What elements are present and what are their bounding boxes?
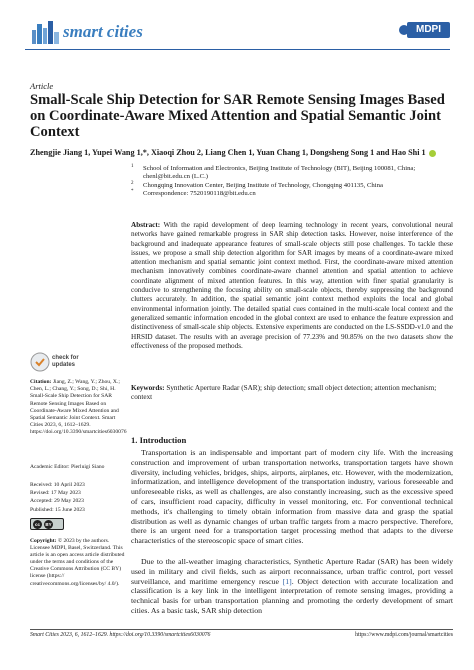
keywords-text: Synthetic Aperture Radar (SAR); ship detection; small object detection; attention mechanism; context — [131, 384, 437, 402]
affiliation-number: 2 — [131, 180, 134, 186]
abstract — [131, 221, 453, 351]
affiliation — [131, 182, 451, 190]
abstract-label: Abstract: — [131, 221, 161, 229]
citation-label: Citation: — [30, 379, 52, 385]
publication-dates — [30, 481, 85, 514]
section-heading: 1. Introduction — [131, 435, 187, 445]
affiliation — [131, 190, 451, 198]
revised-date: Revised: 17 May 2023 — [30, 490, 81, 497]
article-type: Article — [30, 81, 54, 91]
footer-journal-url[interactable]: https://www.mdpi.com/journal/smartcities — [355, 632, 453, 638]
cc-icon: cc — [34, 521, 40, 527]
affiliation — [131, 165, 451, 182]
mdpi-logo[interactable] — [407, 22, 450, 38]
journal-header — [25, 16, 450, 56]
affiliation-text: School of Information and Electronics, Beijing Institute of Technology (BIT), Beijing 100081, China; chenl@bit.edu.cn (L.C.) — [143, 165, 416, 181]
affiliation-number: * — [131, 189, 134, 195]
copyright-text: © 2023 by the authors. Licensee MDPI, Basel, Switzerland. This article is an open access article distributed under the terms and conditions of the Creative Commons Attribution (CC BY) license (https:// creativecommons.org/licenses/by/ 4.0/). — [30, 538, 125, 587]
footer-citation: Smart Cities 2023, 6, 1612–1629. https://doi.org/10.3390/smartcities6030076 — [30, 632, 211, 638]
body-text-part: . Object detection with accurate localization and classification is a key link in the intelligent interpretation of remote sensing images, providing a technical basis for urban transportation planning and promoting the orderly development of smart cities. As a basic task, SAR ship detection — [131, 576, 453, 615]
correspondence-text: Correspondence: 7520190118@bit.edu.cn — [143, 190, 256, 198]
academic-editor: Academic Editor: Pierluigi Siano — [30, 464, 105, 470]
updates-line-1: check for — [52, 355, 79, 361]
by-icon: BY — [45, 521, 52, 527]
header-rule — [25, 49, 450, 50]
published-date: Published: 15 June 2023 — [30, 506, 85, 513]
check-for-updates-icon[interactable] — [30, 352, 50, 372]
body-text-part: Due to the all-weather imaging characteristics, Synthetic Aperture Radar (SAR) has been widely used in military and civil fields, such as airport reconnaissance, urban traffic control, port vessel surveillance, and maritime emergency rescue — [131, 557, 453, 586]
mdpi-logo-mark — [399, 25, 409, 35]
check-for-updates-label[interactable] — [52, 355, 79, 368]
city-skyline-icon — [31, 20, 61, 44]
citation — [30, 379, 125, 437]
body-paragraph — [131, 557, 453, 616]
journal-name: smart cities — [63, 22, 143, 41]
body-paragraph: Transportation is an indispensable and important part of modern city life. With the increasing construction and improvement of urban transportation networks, transportation targets have shown diversity, including vehicles, bridges, ships, airports, airplanes, etc. However, with the modernization, informatization, and intelligence development of the transportation industry, various foreseeable and unforeseeable risks, as well as challenges, are also constantly increasing, such as the excessive speed of cars, insufficient road capacity, difficulty in vessel monitoring, etc. For conventional technical methods, it's challenging to timely obtain information from massive data and grasp the spatial distribution as well as dynamic changes of urban traffic targets from a macro perspective. Therefore, there is an urgent need for a transportation target processing method that adapts to the diverse characteristics of the stereoscopic space of smart cities. — [131, 448, 453, 546]
mdpi-logo-text: MDPI — [416, 24, 441, 35]
citation-text: Jiang, Z.; Wang, Y.; Zhou, X.; Chen, L.; Chang, Y.; Song, D.; Shi, H. Small-Scale Ship Detection for SAR Remote Sensing Images Based on Coordinate-Aware Mixed Attention and Spatial Semantic Joint Context. Smart Cities 2023, 6, 1612–1629. https://doi.org/10.3390/smartcities6030076 — [30, 379, 127, 436]
orcid-icon[interactable] — [429, 150, 436, 157]
keywords-label: Keywords: — [131, 384, 165, 392]
affiliation-text: Chongqing Innovation Center, Beijing Institute of Technology, Chongqing 401135, China — [143, 181, 383, 189]
abstract-text: With the rapid development of deep learning technology in recent years, convolutional neural networks have gained remarkable progress in SAR ship detection tasks. However, noise interference of the background and inadequate appearance features of small-scale objects still pose challenges. To tackle these issues, we propose a small ship detection algorithm for SAR images by means of a coordinate-aware mixed attention mechanism and spatial semantic joint context method. First, the coordinate-aware mixed attention mechanism innovatively combines coordinate-aware channel attention and spatial attention to achieve coordinate alignment of mixed attention features. In this way, attention with finer spatial granularity is conducive to strengthening the focusing ability on small-scale objects, thereby suppressing the background clutters accurately. In addition, the spatial semantic joint context method exploits the local and global environmental information jointly. The detailed spatial cues contained in the multi-scale local context and the generalized semantic information encoded in the global context are used to enhance the feature expression and distinctiveness of small-scale ship objects. Extensive experiments are conducted on the LS-SSDD-v1.0 and the HRSID dataset. The results with an average precision of 77.23% and 90.85% on the two datasets show the effectiveness of the proposed methods. — [131, 221, 454, 350]
author-names: Zhengjie Jiang 1, Yupei Wang 1,*, Xiaoqi Zhou 2, Liang Chen 1, Yuan Chang 1, Dongsheng Song 1 and Hao Shi 1 — [30, 148, 426, 157]
affiliations — [131, 165, 451, 199]
page-footer — [30, 632, 453, 638]
cc-license-badge[interactable] — [30, 518, 64, 530]
affiliation-number: 1 — [131, 164, 134, 169]
footer-rule — [30, 629, 453, 630]
author-list — [30, 148, 460, 158]
paper-title: Small-Scale Ship Detection for SAR Remote Sensing Images Based on Coordinate-Aware Mixed Attention and Spatial Semantic Joint Context — [30, 92, 445, 140]
updates-line-2: updates — [52, 361, 76, 368]
copyright-label: Copyright: — [30, 538, 57, 544]
accepted-date: Accepted: 29 May 2023 — [30, 498, 84, 505]
copyright — [30, 538, 125, 588]
received-date: Received: 10 April 2023 — [30, 482, 85, 488]
keywords — [131, 384, 453, 403]
reference-link[interactable]: [1] — [282, 576, 292, 586]
